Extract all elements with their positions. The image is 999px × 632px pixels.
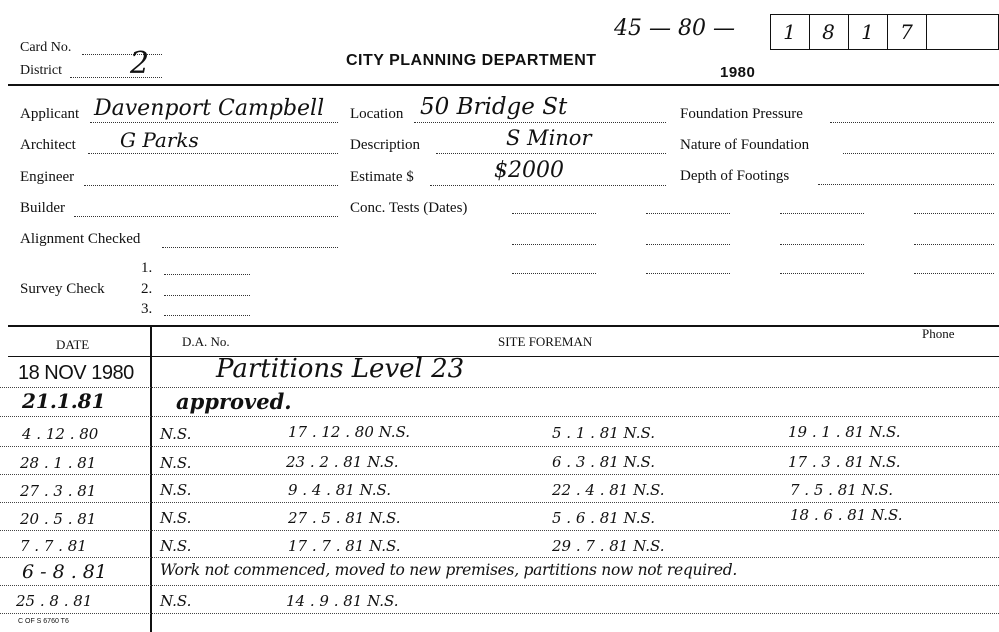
row-c2: 17 . 12 . 80 N.S. — [288, 423, 411, 441]
row-date: 7 . 7 . 81 — [20, 537, 87, 555]
code-digit-4: 7 — [900, 20, 913, 44]
row-c1: N.S. — [160, 592, 192, 610]
architect-value: G Parks — [120, 128, 199, 152]
row-entry: Partitions Level 23 — [216, 354, 465, 384]
description-value: S Minor — [506, 126, 592, 150]
form-code: C OF S 6760 T6 — [18, 618, 69, 625]
table-row — [0, 503, 999, 531]
card-no-label: Card No. — [20, 40, 72, 55]
phone-header: Phone — [922, 326, 955, 341]
row-c3: 22 . 4 . 81 N.S. — [552, 481, 665, 499]
code-digit-1: 1 — [783, 20, 796, 44]
row-entry: approved. — [176, 389, 292, 414]
description-label: Description — [350, 137, 420, 153]
row-entry: Work not commenced, moved to new premises, partitions now not required. — [160, 561, 738, 579]
header-divider — [8, 84, 999, 86]
survey-label: Survey Check — [20, 281, 105, 297]
table-row — [0, 418, 999, 446]
row-c4: 19 . 1 . 81 N.S. — [788, 423, 901, 441]
table-row — [0, 531, 999, 558]
table-row — [0, 587, 999, 614]
location-value: 50 Bridge St — [420, 94, 568, 120]
code-digit-2: 8 — [822, 20, 835, 44]
row-c1: N.S. — [160, 454, 192, 472]
table-top-rule — [8, 325, 999, 327]
row-c4: 7 . 5 . 81 N.S. — [790, 481, 893, 499]
code-prefix: 45 — 80 — — [614, 16, 735, 41]
row-date: 4 . 12 . 80 — [22, 425, 99, 443]
row-date: 18 NOV 1980 — [18, 362, 134, 384]
code-digit-3: 1 — [861, 20, 874, 44]
alignment-label: Alignment Checked — [20, 231, 141, 247]
row-c2: 9 . 4 . 81 N.S. — [288, 481, 391, 499]
card-year: 1980 — [720, 64, 756, 81]
row-c2: 17 . 7 . 81 N.S. — [288, 537, 401, 555]
row-c2: 14 . 9 . 81 N.S. — [286, 592, 399, 610]
row-date: 27 . 3 . 81 — [20, 482, 97, 500]
table-row — [0, 447, 999, 475]
row-c3: 5 . 1 . 81 N.S. — [552, 424, 655, 442]
table-row — [0, 559, 999, 586]
row-date: 6 - 8 . 81 — [22, 561, 107, 583]
card-no-line — [82, 54, 162, 55]
row-c1: N.S. — [160, 537, 192, 555]
district-value: 2 — [130, 46, 150, 81]
row-c2: 23 . 2 . 81 N.S. — [286, 453, 399, 471]
row-date: 20 . 5 . 81 — [20, 510, 97, 528]
estimate-label: Estimate $ — [350, 169, 414, 185]
da-header: D.A. No. — [182, 334, 230, 349]
row-c3: 29 . 7 . 81 N.S. — [552, 537, 665, 555]
depth-footings-label: Depth of Footings — [680, 168, 790, 184]
row-c4: 18 . 6 . 81 N.S. — [790, 506, 903, 524]
row-date: 25 . 8 . 81 — [16, 592, 93, 610]
table-row — [0, 388, 999, 416]
row-c1: N.S. — [160, 509, 192, 527]
foundation-pressure-label: Foundation Pressure — [680, 106, 803, 122]
district-label: District — [20, 63, 62, 78]
engineer-label: Engineer — [20, 169, 75, 185]
architect-label: Architect — [20, 137, 76, 153]
conc-tests-label: Conc. Tests (Dates) — [350, 200, 468, 216]
nature-foundation-label: Nature of Foundation — [680, 137, 810, 153]
row-c1: N.S. — [160, 425, 192, 443]
row-date: 21.1.81 — [22, 389, 106, 413]
survey-num-2: 2. — [141, 281, 153, 297]
row-c3: 6 . 3 . 81 N.S. — [552, 453, 655, 471]
survey-num-1: 1. — [141, 260, 153, 276]
row-c3: 5 . 6 . 81 N.S. — [552, 509, 655, 527]
row-c1: N.S. — [160, 481, 192, 499]
table-row — [0, 354, 999, 386]
row-date: 28 . 1 . 81 — [20, 454, 97, 472]
date-header: DATE — [56, 337, 90, 352]
location-label: Location — [350, 106, 404, 122]
table-row — [0, 475, 999, 503]
row-c4: 17 . 3 . 81 N.S. — [788, 453, 901, 471]
department-title: CITY PLANNING DEPARTMENT — [346, 52, 597, 69]
applicant-label: Applicant — [20, 106, 80, 122]
survey-num-3: 3. — [141, 301, 153, 317]
applicant-value: Davenport Campbell — [94, 96, 325, 121]
builder-label: Builder — [20, 200, 65, 216]
site-foreman-header: SITE FOREMAN — [498, 334, 593, 349]
row-c2: 27 . 5 . 81 N.S. — [288, 509, 401, 527]
estimate-value: $2000 — [494, 158, 564, 183]
